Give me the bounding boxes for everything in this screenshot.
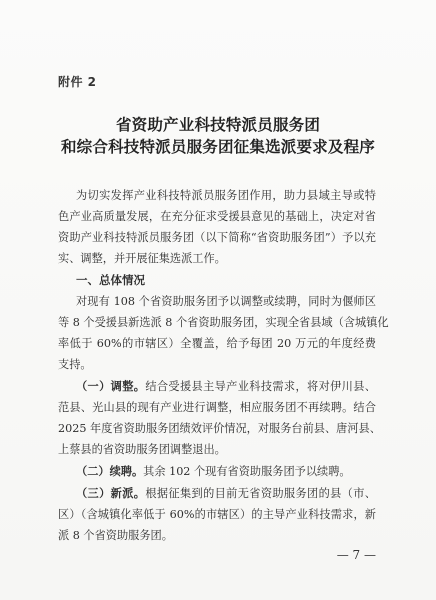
section1-line: 支持。 <box>58 358 92 371</box>
item3-lead: （三）新派。 <box>76 487 146 500</box>
item2-line <box>58 465 376 479</box>
item3-text: 根据征集到的目前无省资助服务团的县（市、 <box>145 487 376 500</box>
intro-line: 资助产业科技特派员服务团（以下简称“省资助服务团”）予以充 <box>58 231 376 244</box>
section1-line: 等 8 个受援县新选派 8 个省资助服务团，实现全省县域（含城镇化 <box>58 316 389 329</box>
intro-line: 为切实发挥产业科技特派员服务团作用，助力县域主导或特 <box>76 189 376 202</box>
item1-text: 结合受援县主导产业科技需求，将对伊川县、 <box>145 380 376 393</box>
item3-first-line <box>58 487 376 501</box>
item2-text: 其余 102 个现有省资助服务团予以续聘。 <box>143 465 351 478</box>
section1-line: 对现有 108 个省资助服务团予以调整或续聘，同时为偃师区 <box>76 295 376 308</box>
item2-lead: （二）续聘。 <box>76 465 144 478</box>
intro-line: 色产业高质量发展，在充分征求受援县意见的基础上，决定对省 <box>58 210 376 223</box>
item1-line: 2025 年度省资助服务团绩效评价情况，对服务台前县、唐河县、 <box>58 422 381 435</box>
document-title-line-2: 和综合科技特派员服务团征集选派要求及程序 <box>60 138 375 156</box>
item3-line: 派 8 个省资助服务团。 <box>58 529 173 542</box>
item1-lead: （一）调整。 <box>76 380 146 393</box>
page-number: — 7 — <box>336 548 376 562</box>
document-title-line-1: 省资助产业科技特派员服务团 <box>115 116 321 134</box>
item1-line: 上蔡县的省资助服务团调整退出。 <box>58 443 226 456</box>
item3-line: 区）（含城镇化率低于 60%的市辖区）的主导产业科技需求，新 <box>58 508 376 521</box>
attachment-label: 附件 2 <box>58 75 97 89</box>
section-heading: 一、总体情况 <box>76 273 145 287</box>
section1-line: 率低于 60%的市辖区）全覆盖，给予每团 20 万元的年度经费 <box>58 337 376 350</box>
item1-first-line <box>58 380 376 394</box>
item1-line: 范县、光山县的现有产业进行调整，相应服务团不再续聘。结合 <box>58 401 376 414</box>
intro-line: 实、调整，并开展征集选派工作。 <box>58 252 226 265</box>
